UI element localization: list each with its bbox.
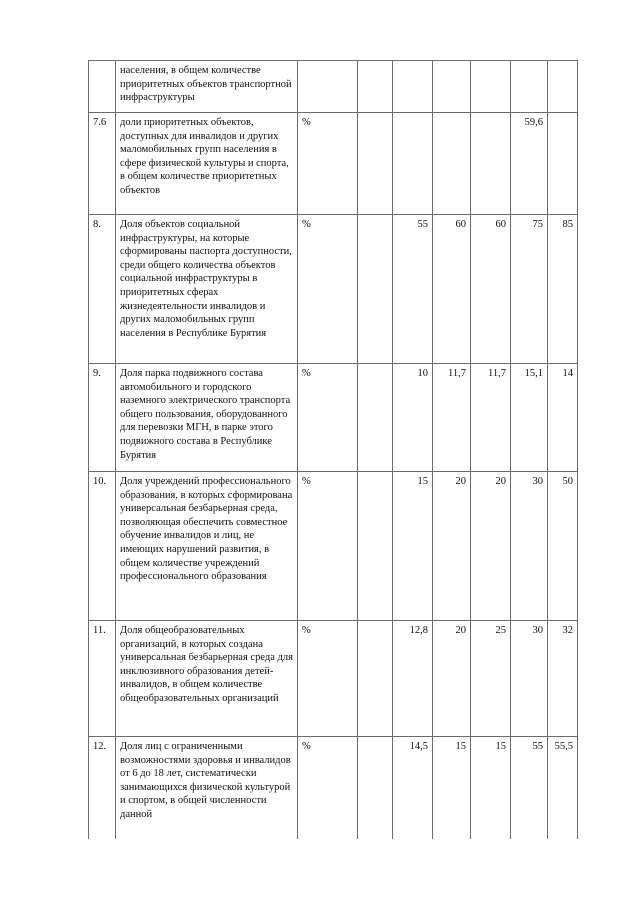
value-cell — [393, 113, 433, 215]
value-cell: 55,5 — [548, 737, 578, 839]
indicator-name: доли приоритетных объектов, доступных для инвалидов и других маломобильных групп населения в сфере физической культуры и спорта, в общем количестве приоритетных объектов — [116, 113, 298, 215]
row-number: 11. — [89, 621, 116, 737]
value-cell — [471, 61, 511, 113]
table-row — [89, 215, 578, 364]
table-row — [89, 113, 578, 215]
value-cell — [393, 61, 433, 113]
value-cell: 20 — [433, 621, 471, 737]
value-cell — [511, 61, 548, 113]
indicator-name: Доля объектов социальной инфраструктуры, на которые сформированы паспорта доступности, среди общего количества объектов социальной инфраструктуры в приоритетных сферах жизнедеятельности инвалидов и других маломобильных групп населения в Республике Бурятия — [116, 215, 298, 364]
value-cell: 12,8 — [393, 621, 433, 737]
indicators-table — [88, 60, 578, 839]
value-cell: 60 — [433, 215, 471, 364]
row-number — [89, 61, 116, 113]
table-row — [89, 621, 578, 737]
row-number: 8. — [89, 215, 116, 364]
value-cell: 15,1 — [511, 364, 548, 472]
value-cell: 11,7 — [471, 364, 511, 472]
value-cell: 59,6 — [511, 113, 548, 215]
value-cell: 30 — [511, 621, 548, 737]
row-number: 12. — [89, 737, 116, 839]
table-row — [89, 364, 578, 472]
empty-cell — [358, 364, 393, 472]
value-cell — [548, 113, 578, 215]
table-row — [89, 61, 578, 113]
row-number: 9. — [89, 364, 116, 472]
table-row — [89, 472, 578, 621]
table-row — [89, 737, 578, 839]
value-cell — [433, 61, 471, 113]
empty-cell — [358, 472, 393, 621]
row-number: 10. — [89, 472, 116, 621]
empty-cell — [358, 61, 393, 113]
value-cell: 10 — [393, 364, 433, 472]
value-cell: 11,7 — [433, 364, 471, 472]
value-cell: 20 — [433, 472, 471, 621]
unit-cell — [298, 61, 358, 113]
value-cell — [433, 113, 471, 215]
value-cell: 15 — [471, 737, 511, 839]
indicator-name: Доля парка подвижного состава автомобильного и городского наземного электрического транспорта общего пользования, оборудованного для перевозки МГН, в парке этого подвижного состава в Республике Бурятия — [116, 364, 298, 472]
row-number: 7.6 — [89, 113, 116, 215]
unit-cell: % — [298, 364, 358, 472]
value-cell: 75 — [511, 215, 548, 364]
unit-cell: % — [298, 113, 358, 215]
value-cell: 15 — [433, 737, 471, 839]
unit-cell: % — [298, 472, 358, 621]
empty-cell — [358, 621, 393, 737]
value-cell: 15 — [393, 472, 433, 621]
value-cell: 32 — [548, 621, 578, 737]
value-cell: 60 — [471, 215, 511, 364]
value-cell — [548, 61, 578, 113]
value-cell: 55 — [511, 737, 548, 839]
indicator-name: Доля общеобразовательных организаций, в которых создана универсальная безбарьерная среда для инклюзивного образования детей-инвалидов, в общем количестве общеобразовательных организаций — [116, 621, 298, 737]
value-cell: 14,5 — [393, 737, 433, 839]
indicator-name: Доля лиц с ограниченными возможностями здоровья и инвалидов от 6 до 18 лет, систематически занимающихся физической культурой и спортом, в общей численности данной — [116, 737, 298, 839]
indicator-name: населения, в общем количестве приоритетных объектов транспортной инфраструктуры — [116, 61, 298, 113]
value-cell: 14 — [548, 364, 578, 472]
indicator-name: Доля учреждений профессионального образования, в которых сформирована универсальная безбарьерная среда, позволяющая обеспечить совместное обучение инвалидов и лиц, не имеющих нарушений развития, в общем количестве учреждений профессионального образования — [116, 472, 298, 621]
value-cell: 25 — [471, 621, 511, 737]
value-cell: 30 — [511, 472, 548, 621]
value-cell: 20 — [471, 472, 511, 621]
unit-cell: % — [298, 737, 358, 839]
value-cell — [471, 113, 511, 215]
empty-cell — [358, 737, 393, 839]
empty-cell — [358, 113, 393, 215]
unit-cell: % — [298, 621, 358, 737]
unit-cell: % — [298, 215, 358, 364]
value-cell: 50 — [548, 472, 578, 621]
value-cell: 55 — [393, 215, 433, 364]
value-cell: 85 — [548, 215, 578, 364]
empty-cell — [358, 215, 393, 364]
